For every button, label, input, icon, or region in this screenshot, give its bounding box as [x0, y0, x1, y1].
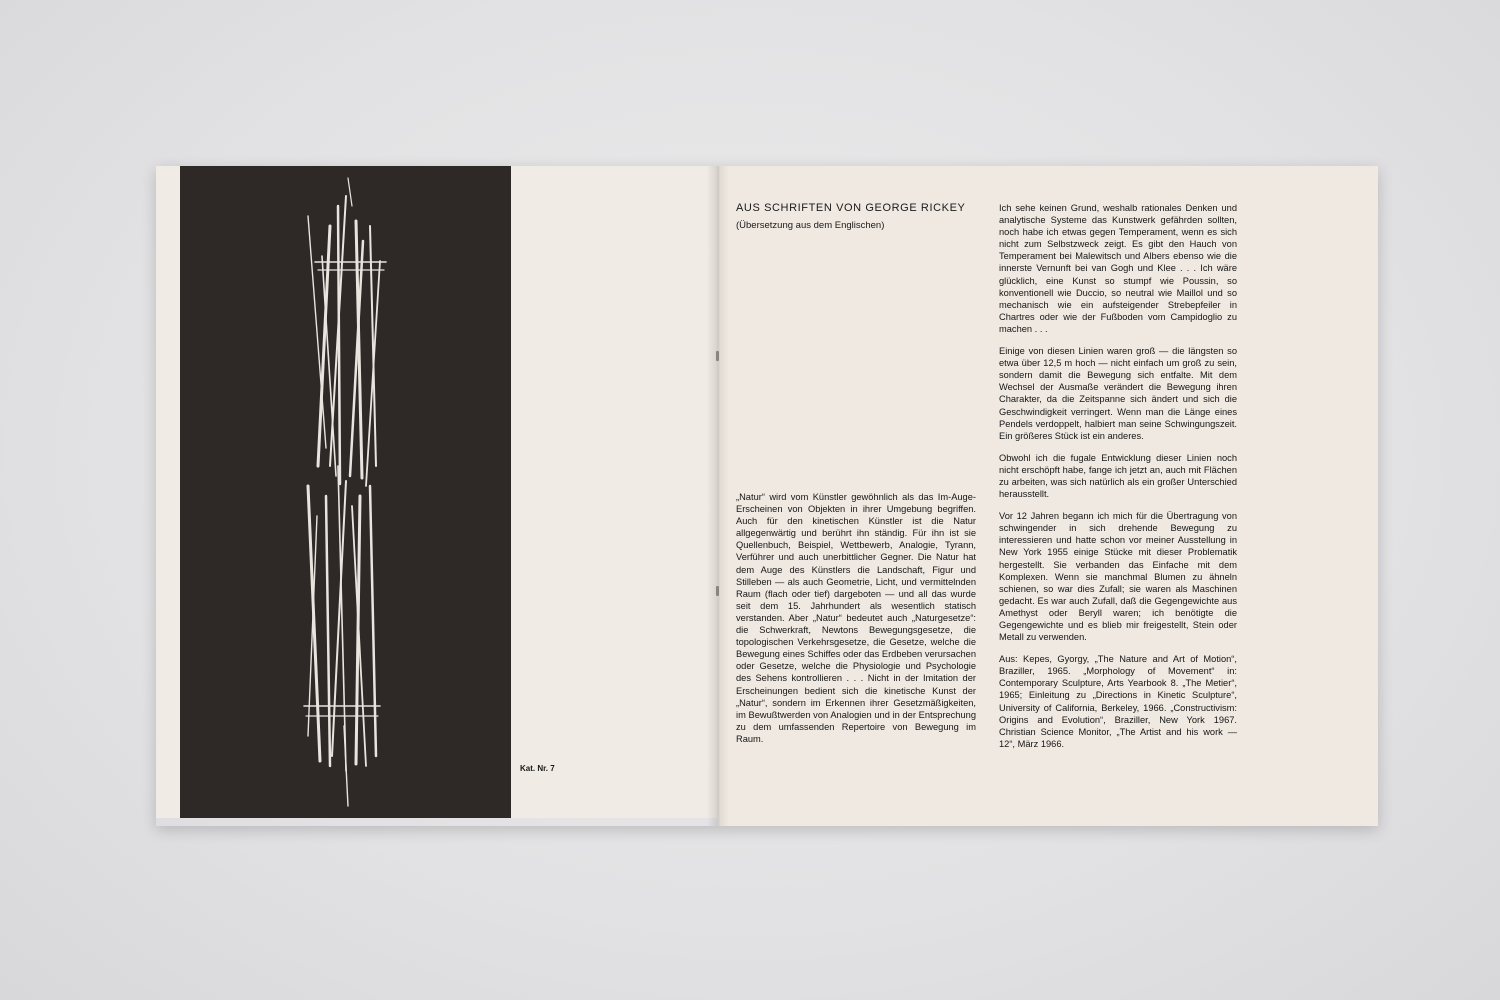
citation-paragraph: Aus: Kepes, Gyorgy, „The Nature and Art of Motion“, Braziller, 1965. „Morphology of Movement“ in: Contemporary Sculpture, Arts Yearbook 8. „The Metier“, 1965; Einleitung zu „Directions in Kinetic Sculpture“, University of California, Berkeley, 1966. „Constructivism: Origins and Evolution“, Braziller, New York 1967. Christian Science Monitor, „The Artist and his work — 12“, März 1966.: [999, 654, 1237, 749]
paragraph: „Natur“ wird vom Künstler gewöhnlich als das Im-Auge-Erscheinen von Objekten in ihrer Umgebung begriffen. Auch für den kinetischen Künstler ist die Natur allgegenwärtig und berührt ihn ständig. Für ihn ist sie Quellenbuch, Beispiel, Wettbewerb, Analogie, Tyrann, Verführer und auch unerbittlicher Gegner. Die Natur hat dem Auge des Künstlers die Landschaft, Figur und Stilleben — als auch Geometrie, Licht, und vermittelnden Raum (flach oder tief) dargeboten — und all das wurde seit dem 15. Jahrhundert als wesentlich statisch verstanden. Aber „Natur“ bedeutet auch „Naturgesetze“: die Schwerkraft, Newtons Bewegungsgesetze, die topologischen Verkehrsgesetze, die Gesetze, welche die Bewegung eines Schiffes oder das Erdbeben verursachen oder Gesetze, welche die Physiologie und Psychologie des Sehens kontrollieren . . . Nicht in der Imitation der Erscheinungen bedient sich die kinetische Kunst der „Natur“, sondern im Erkennen ihrer Gesetzmäßigkeiten, im Bewußtwerden von Analogien und in der Entsprechung zu dem umfassenden Repertoire von Bewegung im Raum.: [736, 492, 976, 744]
page-heading: AUS SCHRIFTEN VON GEORGE RICKEY: [736, 202, 966, 214]
text-column-right: [999, 202, 1237, 760]
catalog-number-caption: Kat. Nr. 7: [520, 764, 555, 773]
staple-top: [716, 351, 719, 361]
sculpture-photograph: [180, 166, 511, 818]
paragraph: Vor 12 Jahren begann ich mich für die Übertragung von schwingender in sich drehende Bewegung zu interessieren und hatte schon vor meiner Ausstellung in New York 1955 einige Stücke mit dieser Problematik hergestellt. Sie verbanden das Einfache mit dem Komplexen. Wenn sie manchmal Blumen zu ähneln schienen, so war dies Zufall; sie waren als Maschinen gedacht. Es war auch Zufall, daß die Gegengewichte aus Amethyst oder Beryll waren; ich benötigte die Gegengewichte und es blieb mir freigestellt, Stein oder Metall zu verwenden.: [999, 511, 1237, 643]
text-column-left: [736, 491, 976, 755]
paragraph: Ich sehe keinen Grund, weshalb rationales Denken und analytische Systeme das Kunstwerk gefährden sollten, noch habe ich etwas gegen Temperament, wenn es sich nicht zum Selbstzweck zeigt. Es gibt den Hauch von Temperament bei Malewitsch und Albers ebenso wie die innerste Vernunft bei van Gogh und Klee . . . Ich wäre glücklich, eine Kunst so stumpf wie Poussin, so konventionell wie Duccio, so neutral wie Maillol und so mechanisch wie ein aufsteigender Strebepfeiler in Chartres oder wie der Fußboden vom Campidoglio zu machen . . .: [999, 203, 1237, 334]
kinetic-sculpture-image: [180, 166, 511, 818]
open-booklet: [156, 166, 1378, 826]
page-subheading: (Übersetzung aus dem Englischen): [736, 220, 885, 231]
paragraph: Obwohl ich die fugale Entwicklung dieser Linien noch nicht erschöpft habe, fange ich jetzt an, auch mit Flächen zu arbeiten, was sich natürlich als ein großer Unterschied herausstellt.: [999, 452, 1237, 500]
left-page: [156, 166, 717, 818]
paragraph: Einige von diesen Linien waren groß — die längsten so etwa über 12,5 m hoch — nicht einfach um groß zu sein, sondern damit die Bewegung sich entfalte. Mit dem Wechsel der Ausmaße verändert die Bewegung ihren Charakter, da die Zeitspanne sich ändert und sich die Geschwindigkeit verringert. Wenn man die Länge eines Pendels verdoppelt, halbiert man seine Schwingungszeit. Ein größeres Stück ist ein anderes.: [999, 346, 1237, 441]
staple-bottom: [716, 586, 719, 596]
booklet-gutter: [707, 166, 729, 826]
